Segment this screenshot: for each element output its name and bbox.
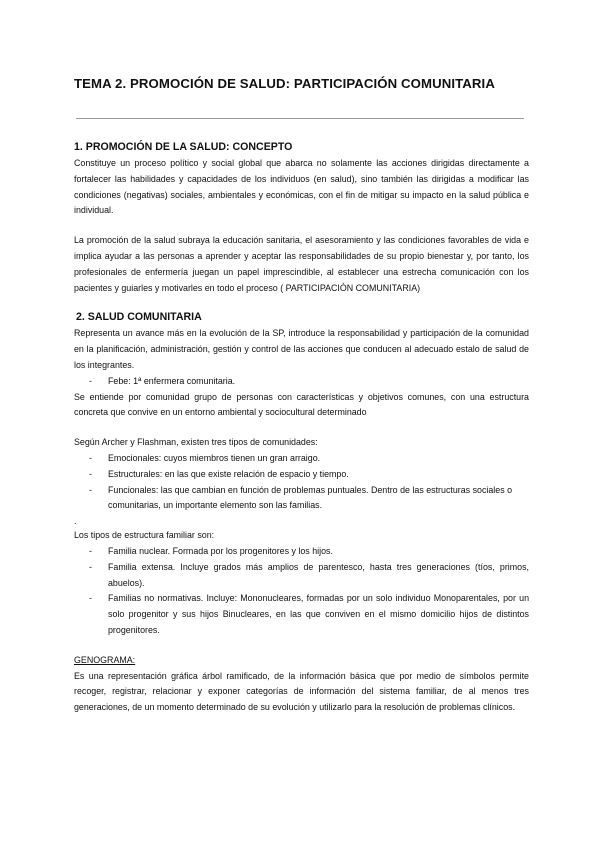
section-2-paragraph-1: Representa un avance más en la evolución de la SP, introduce la responsabilidad y participación de la comunidad en la planificación, administración, gestión y control de las acciones que conducen al adecuado estalo de salud de los integrantes. — [74, 328, 529, 370]
list-item: - Emocionales: cuyos miembros tienen un gran arraigo. — [74, 451, 529, 467]
spacer — [74, 219, 529, 233]
section-1-heading: 1. PROMOCIÓN DE LA SALUD: CONCEPTO — [74, 141, 293, 153]
archer-intro: Según Archer y Flashman, existen tres tipos de comunidades: — [74, 437, 318, 448]
stray-dot: . — [74, 516, 77, 527]
list-item: - Familias no normativas. Incluye: Mononucleares, formadas por un solo individuo Monoparentales, por un solo progenitor y sus hijos Binucleares, en las que conviven en el mismo domicilio hijos de distintos progenitores. — [74, 591, 529, 638]
genograma-paragraph: Es una representación gráfica árbol ramificado, de la información básica que por medio de símbolos permite recoger, registrar, relacionar y exponer categorías de información del sistema familiar, de al menos tres generaciones, de un momento determinado de su evolución y utilizarlo para la resolución de problemas clínicos. — [74, 670, 529, 713]
spacer — [74, 421, 529, 435]
note-list — [74, 374, 529, 390]
family-types-list — [74, 544, 529, 639]
section-2-heading: 2. SALUD COMUNITARIA — [76, 311, 202, 324]
title-divider — [76, 118, 524, 119]
document-body — [74, 133, 529, 716]
community-types-list — [74, 451, 529, 514]
document-title: TEMA 2. PROMOCIÓN DE SALUD: PARTICIPACIÓN COMUNITARIA — [74, 76, 495, 91]
list-item: - Estructurales: en las que existe relación de espacio y tiempo. — [74, 467, 529, 483]
list-item: - Funcionales: las que cambian en función de problemas puntuales. Dentro de las estructuras sociales o comunitarias, un importante elemento son las familias. — [74, 483, 529, 515]
section-1-paragraph-1: Constituye un proceso político y social global que abarca no solamente las acciones dirigidas directamente a fortalecer las habilidades y capacidades de los individuos (en salud), sino también las dirigidas a modificar las condiciones (negativas) sociales, ambientales y económicas, con el fin de mitigar su impacto en la salud pública e individual. — [74, 158, 529, 216]
list-item: - Febe: 1ª enfermera comunitaria. — [74, 374, 529, 390]
spacer — [74, 639, 529, 653]
list-item: - Familia nuclear. Formada por los progenitores y los hijos. — [74, 544, 529, 560]
family-intro: Los tipos de estructura familiar son: — [74, 530, 215, 541]
list-item: - Familia extensa. Incluye grados más amplios de parentesco, hasta tres generaciones (tíos, primos, abuelos). — [74, 560, 529, 592]
section-1-paragraph-2: La promoción de la salud subraya la educación sanitaria, el asesoramiento y las condiciones favorables de vida e implica ayudar a las personas a aprender y aceptar las responsabilidades de su propio bienestar y, por tanto, los profesionales de enfermería juegan un papel imprescindible, al establecer una estrecha comunicación con los pacientes y guiarles y motivarles en todo el proceso ( PARTICIPACIÓN COMUNITARIA) — [74, 235, 529, 293]
section-2-paragraph-2: Se entiende por comunidad grupo de personas con características y objetivos comunes, con una estructura concreta que convive en un entorno ambiental y sociocultural determinado — [74, 391, 529, 418]
genograma-heading: GENOGRAMA: — [74, 654, 136, 665]
